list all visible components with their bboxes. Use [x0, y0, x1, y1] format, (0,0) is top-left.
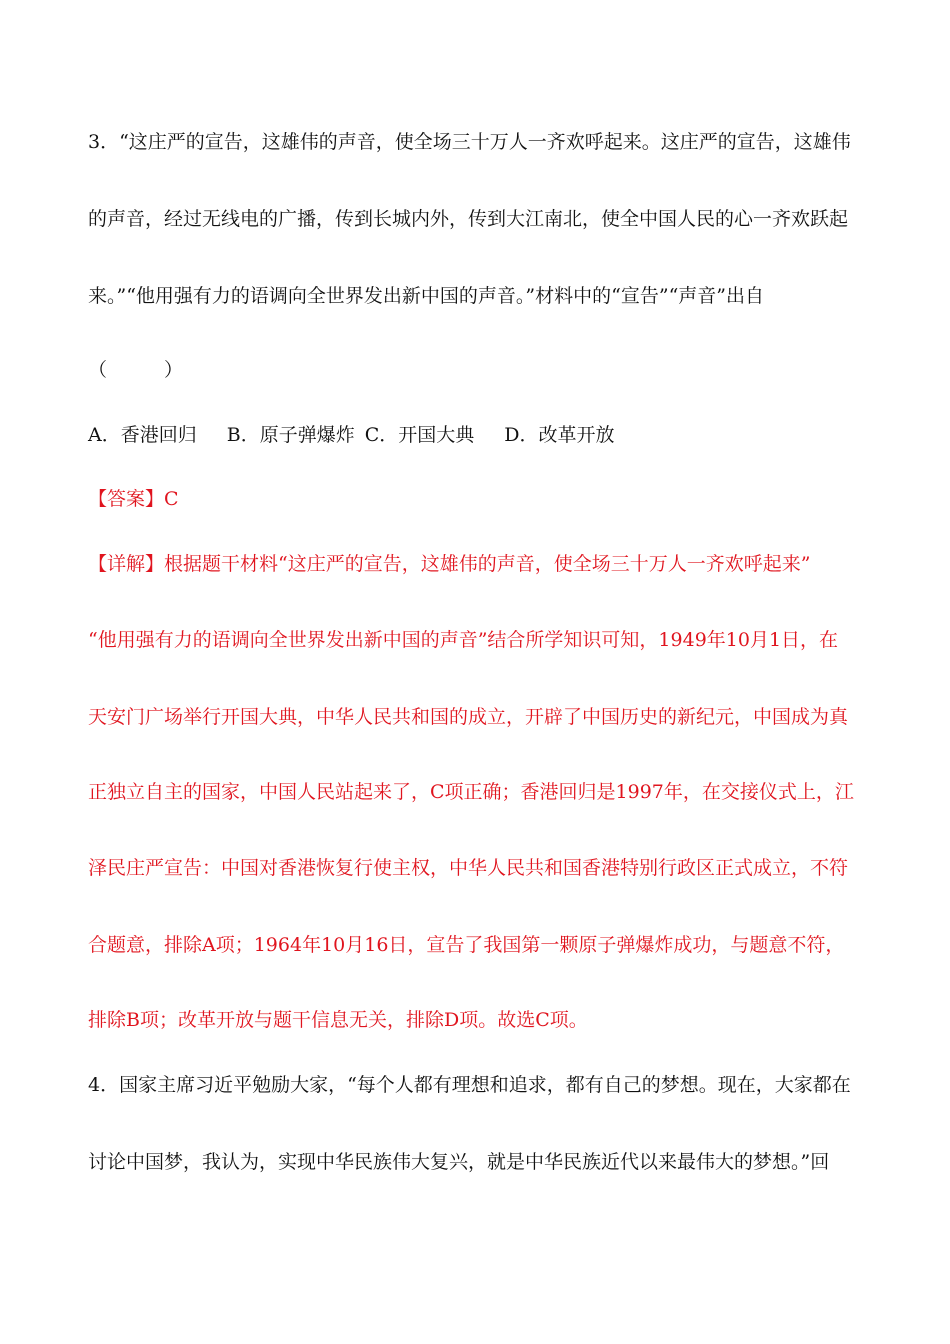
- option-c: C．开国大典: [364, 424, 475, 446]
- detail-line-2: “他用强有力的语调向全世界发出新中国的声音”结合所学知识可知，1949年10月1日，在: [88, 629, 839, 651]
- q3-line-4: （ ）: [88, 359, 184, 381]
- detail-line-4: 正独立自主的国家，中国人民站起来了，C项正确；香港回归是1997年，在交接仪式上，江: [88, 781, 854, 803]
- detail-line-5: 泽民庄严宣告：中国对香港恢复行使主权，中华人民共和国香港特别行政区正式成立，不符: [88, 857, 849, 879]
- q3-options: [88, 423, 614, 447]
- option-a: A．香港回归: [88, 424, 197, 446]
- detail-line-3: 天安门广场举行开国大典，中华人民共和国的成立，开辟了中国历史的新纪元，中国成为真: [88, 706, 849, 728]
- answer-label: 【答案】C: [88, 488, 179, 510]
- option-b: B．原子弹爆炸: [226, 424, 355, 446]
- detail-line-6: 合题意，排除A项；1964年10月16日，宣告了我国第一颗原子弹爆炸成功，与题意不符，: [88, 934, 845, 956]
- q3-line-2: 的声音，经过无线电的广播，传到长城内外，传到大江南北，使全中国人民的心一齐欢跃起: [88, 208, 849, 230]
- q3-line-1: 3．“这庄严的宣告，这雄伟的声音，使全场三十万人一齐欢呼起来。这庄严的宣告，这雄伟: [88, 131, 851, 153]
- q4-line-2: 讨论中国梦，我认为，实现中华民族伟大复兴，就是中华民族近代以来最伟大的梦想。”回: [88, 1151, 830, 1173]
- q4-line-1: 4．国家主席习近平勉励大家，“每个人都有理想和追求，都有自己的梦想。现在，大家都在: [88, 1074, 851, 1096]
- detail-line-1: 【详解】根据题干材料“这庄严的宣告，这雄伟的声音，使全场三十万人一齐欢呼起来”: [88, 553, 811, 575]
- option-d: D．改革开放: [504, 424, 615, 446]
- q3-line-3: 来。”“他用强有力的语调向全世界发出新中国的声音。”材料中的“宣告”“声音”出自: [88, 285, 764, 307]
- detail-line-7: 排除B项；改革开放与题干信息无关，排除D项。故选C项。: [88, 1009, 588, 1031]
